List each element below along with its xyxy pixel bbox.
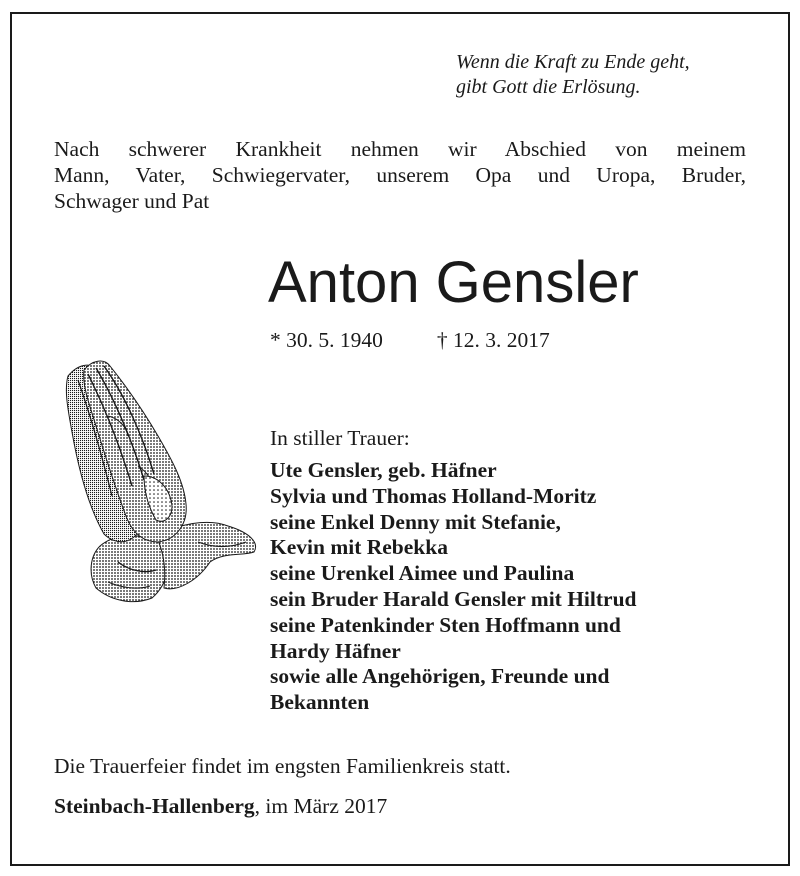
praying-hands-icon [48,356,268,608]
mourner-line: sowie alle Angehörigen, Freunde und [270,664,610,689]
place-date [54,792,387,820]
life-dates [270,326,550,354]
place-date-text: , im März 2017 [254,794,388,818]
mourner-line: sein Bruder Harald Gensler mit Hiltrud [270,586,637,611]
mourner-line: seine Urenkel Aimee und Paulina [270,561,575,586]
place-town: Steinbach-Hallenberg [54,794,255,818]
intro-text [54,136,746,214]
deceased-name: Anton Gensler [268,250,639,315]
death-date: † 12. 3. 2017 [436,328,550,352]
mourner-line: Ute Gensler, geb. Häfner [270,458,497,482]
mourner-line: Sylvia und Thomas Holland-Moritz [270,483,597,508]
intro-line: Nach schwerer Krankheit nehmen wir Abschied von meinem [54,137,746,161]
motto-line: gibt Gott die Erlösung. [456,76,641,98]
mourning-label: In stiller Trauer: [270,426,410,450]
intro-line: Schwager und Pat [54,189,210,213]
mourner-line: Bekannten [270,690,370,715]
mourner-line: seine Patenkinder Sten Hoffmann und [270,612,621,637]
mourner-line: seine Enkel Denny mit Stefanie, [270,509,561,534]
motto [456,50,756,100]
motto-line: Wenn die Kraft zu Ende geht, [456,51,690,73]
mourners-list [270,458,740,716]
intro-line: Mann, Vater, Schwiegervater, unserem Opa und Uropa, Bruder, [54,163,746,187]
birth-date: * 30. 5. 1940 [270,328,383,352]
mourner-line: Hardy Häfner [270,638,401,663]
mourner-line: Kevin mit Rebekka [270,535,448,560]
ceremony-note: Die Trauerfeier findet im engsten Familienkreis statt. [54,754,511,778]
